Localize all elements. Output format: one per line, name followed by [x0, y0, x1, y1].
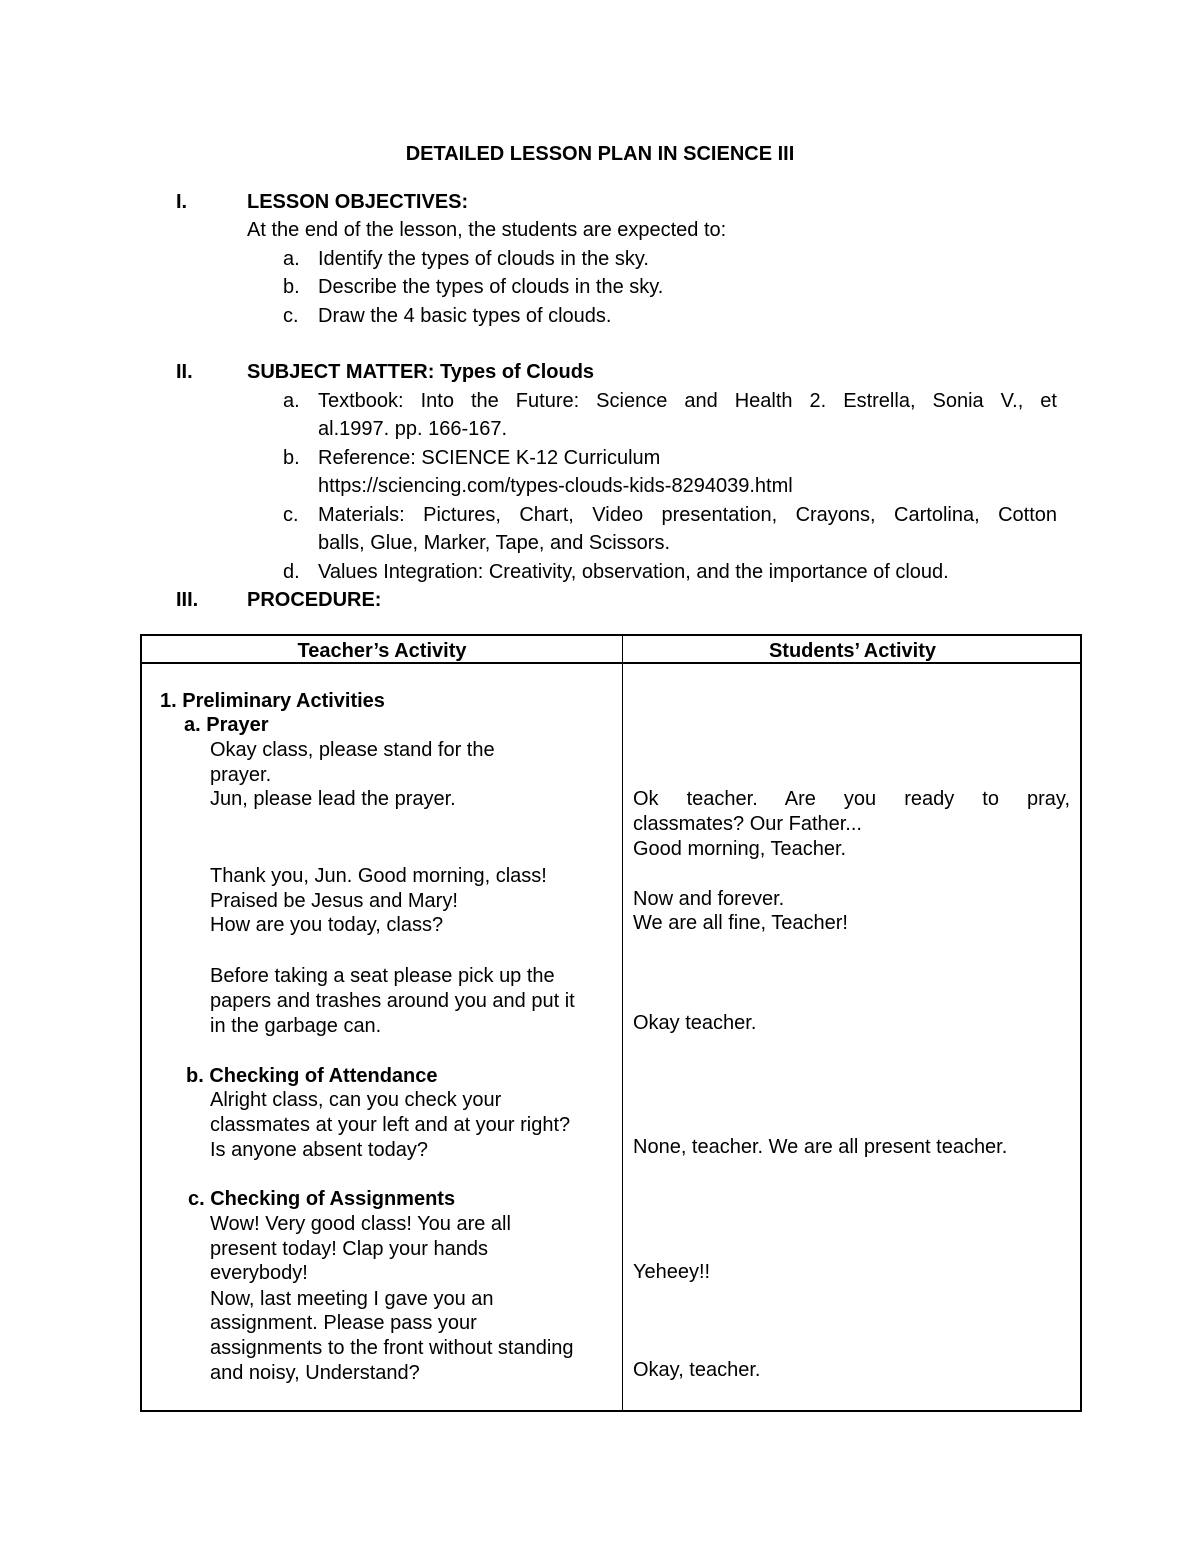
objective-item: Draw the 4 basic types of clouds. [318, 305, 612, 327]
teacher-line: everybody! [210, 1262, 308, 1284]
subject-letter: d. [283, 561, 300, 583]
teacher-line: assignment. Please pass your [210, 1312, 477, 1334]
student-response: We are all fine, Teacher! [633, 912, 848, 934]
teacher-line: classmates at your left and at your right? [210, 1114, 571, 1136]
subject-item-values: Values Integration: Creativity, observation, and the importance of cloud. [318, 561, 949, 583]
teacher-line: Before taking a seat please pick up the [210, 965, 555, 987]
teacher-line: Jun, please lead the prayer. [210, 788, 456, 810]
section-heading-subject: SUBJECT MATTER: Types of Clouds [247, 361, 595, 383]
teacher-line: in the garbage can. [210, 1015, 382, 1037]
teacher-line: assignments to the front without standing [210, 1337, 574, 1359]
teacher-line: Praised be Jesus and Mary! [210, 890, 458, 912]
teacher-line: How are you today, class? [210, 914, 444, 936]
objective-letter: c. [283, 305, 299, 327]
section-number-objectives: I. [176, 191, 188, 213]
section-heading-objectives: LESSON OBJECTIVES: [247, 191, 469, 213]
column-header-students: Students’ Activity [768, 640, 937, 662]
teacher-line: Now, last meeting I gave you an [210, 1288, 494, 1310]
student-response: classmates? Our Father... [633, 813, 862, 835]
document-title: DETAILED LESSON PLAN IN SCIENCE III [405, 143, 795, 165]
teacher-line: papers and trashes around you and put it [210, 990, 575, 1012]
prayer-heading: a. Prayer [184, 714, 269, 736]
student-response: Now and forever. [633, 888, 785, 910]
subject-item-reference: Reference: SCIENCE K-12 Curriculum [318, 447, 661, 469]
subject-item-textbook: Textbook: Into the Future: Science and Health 2. Estrella, Sonia V., et [318, 390, 1057, 412]
subject-letter: b. [283, 447, 300, 469]
student-response: Ok teacher. Are you ready to pray, [633, 788, 1070, 810]
reference-url[interactable]: https://sciencing.com/types-clouds-kids-8294039.html [318, 475, 793, 497]
student-response: Okay, teacher. [633, 1359, 761, 1381]
column-header-teacher: Teacher’s Activity [297, 640, 467, 662]
objective-item: Identify the types of clouds in the sky. [318, 248, 649, 270]
student-response: Yeheey!! [633, 1261, 711, 1283]
objectives-intro: At the end of the lesson, the students are expected to: [247, 219, 727, 241]
student-response: Okay teacher. [633, 1012, 757, 1034]
attendance-heading: b. Checking of Attendance [186, 1065, 438, 1087]
section-heading-procedure: PROCEDURE: [247, 589, 382, 611]
assignments-heading: c. Checking of Assignments [188, 1188, 456, 1210]
teacher-line: Wow! Very good class! You are all [210, 1213, 511, 1235]
subject-letter: a. [283, 390, 300, 412]
subject-item-materials-cont: balls, Glue, Marker, Tape, and Scissors. [318, 532, 671, 554]
teacher-line: prayer. [210, 764, 272, 786]
teacher-line: Alright class, can you check your [210, 1089, 502, 1111]
student-response: Good morning, Teacher. [633, 838, 847, 860]
subject-item-materials: Materials: Pictures, Chart, Video presentation, Crayons, Cartolina, Cotton [318, 504, 1057, 526]
teacher-line: Is anyone absent today? [210, 1139, 428, 1161]
preliminary-activities-heading: 1. Preliminary Activities [160, 690, 385, 712]
student-response: None, teacher. We are all present teacher. [633, 1136, 1008, 1158]
objective-letter: b. [283, 276, 300, 298]
section-number-procedure: III. [176, 589, 199, 611]
teacher-line: Okay class, please stand for the [210, 739, 495, 761]
teacher-line: present today! Clap your hands [210, 1238, 488, 1260]
section-number-subject: II. [176, 361, 193, 383]
table-column-divider [622, 636, 623, 1410]
objective-letter: a. [283, 248, 300, 270]
objective-item: Describe the types of clouds in the sky. [318, 276, 664, 298]
subject-letter: c. [283, 504, 299, 526]
teacher-line: Thank you, Jun. Good morning, class! [210, 865, 547, 887]
procedure-table [140, 634, 1082, 1412]
teacher-line: and noisy, Understand? [210, 1362, 420, 1384]
subject-item-textbook-cont: al.1997. pp. 166-167. [318, 418, 508, 440]
